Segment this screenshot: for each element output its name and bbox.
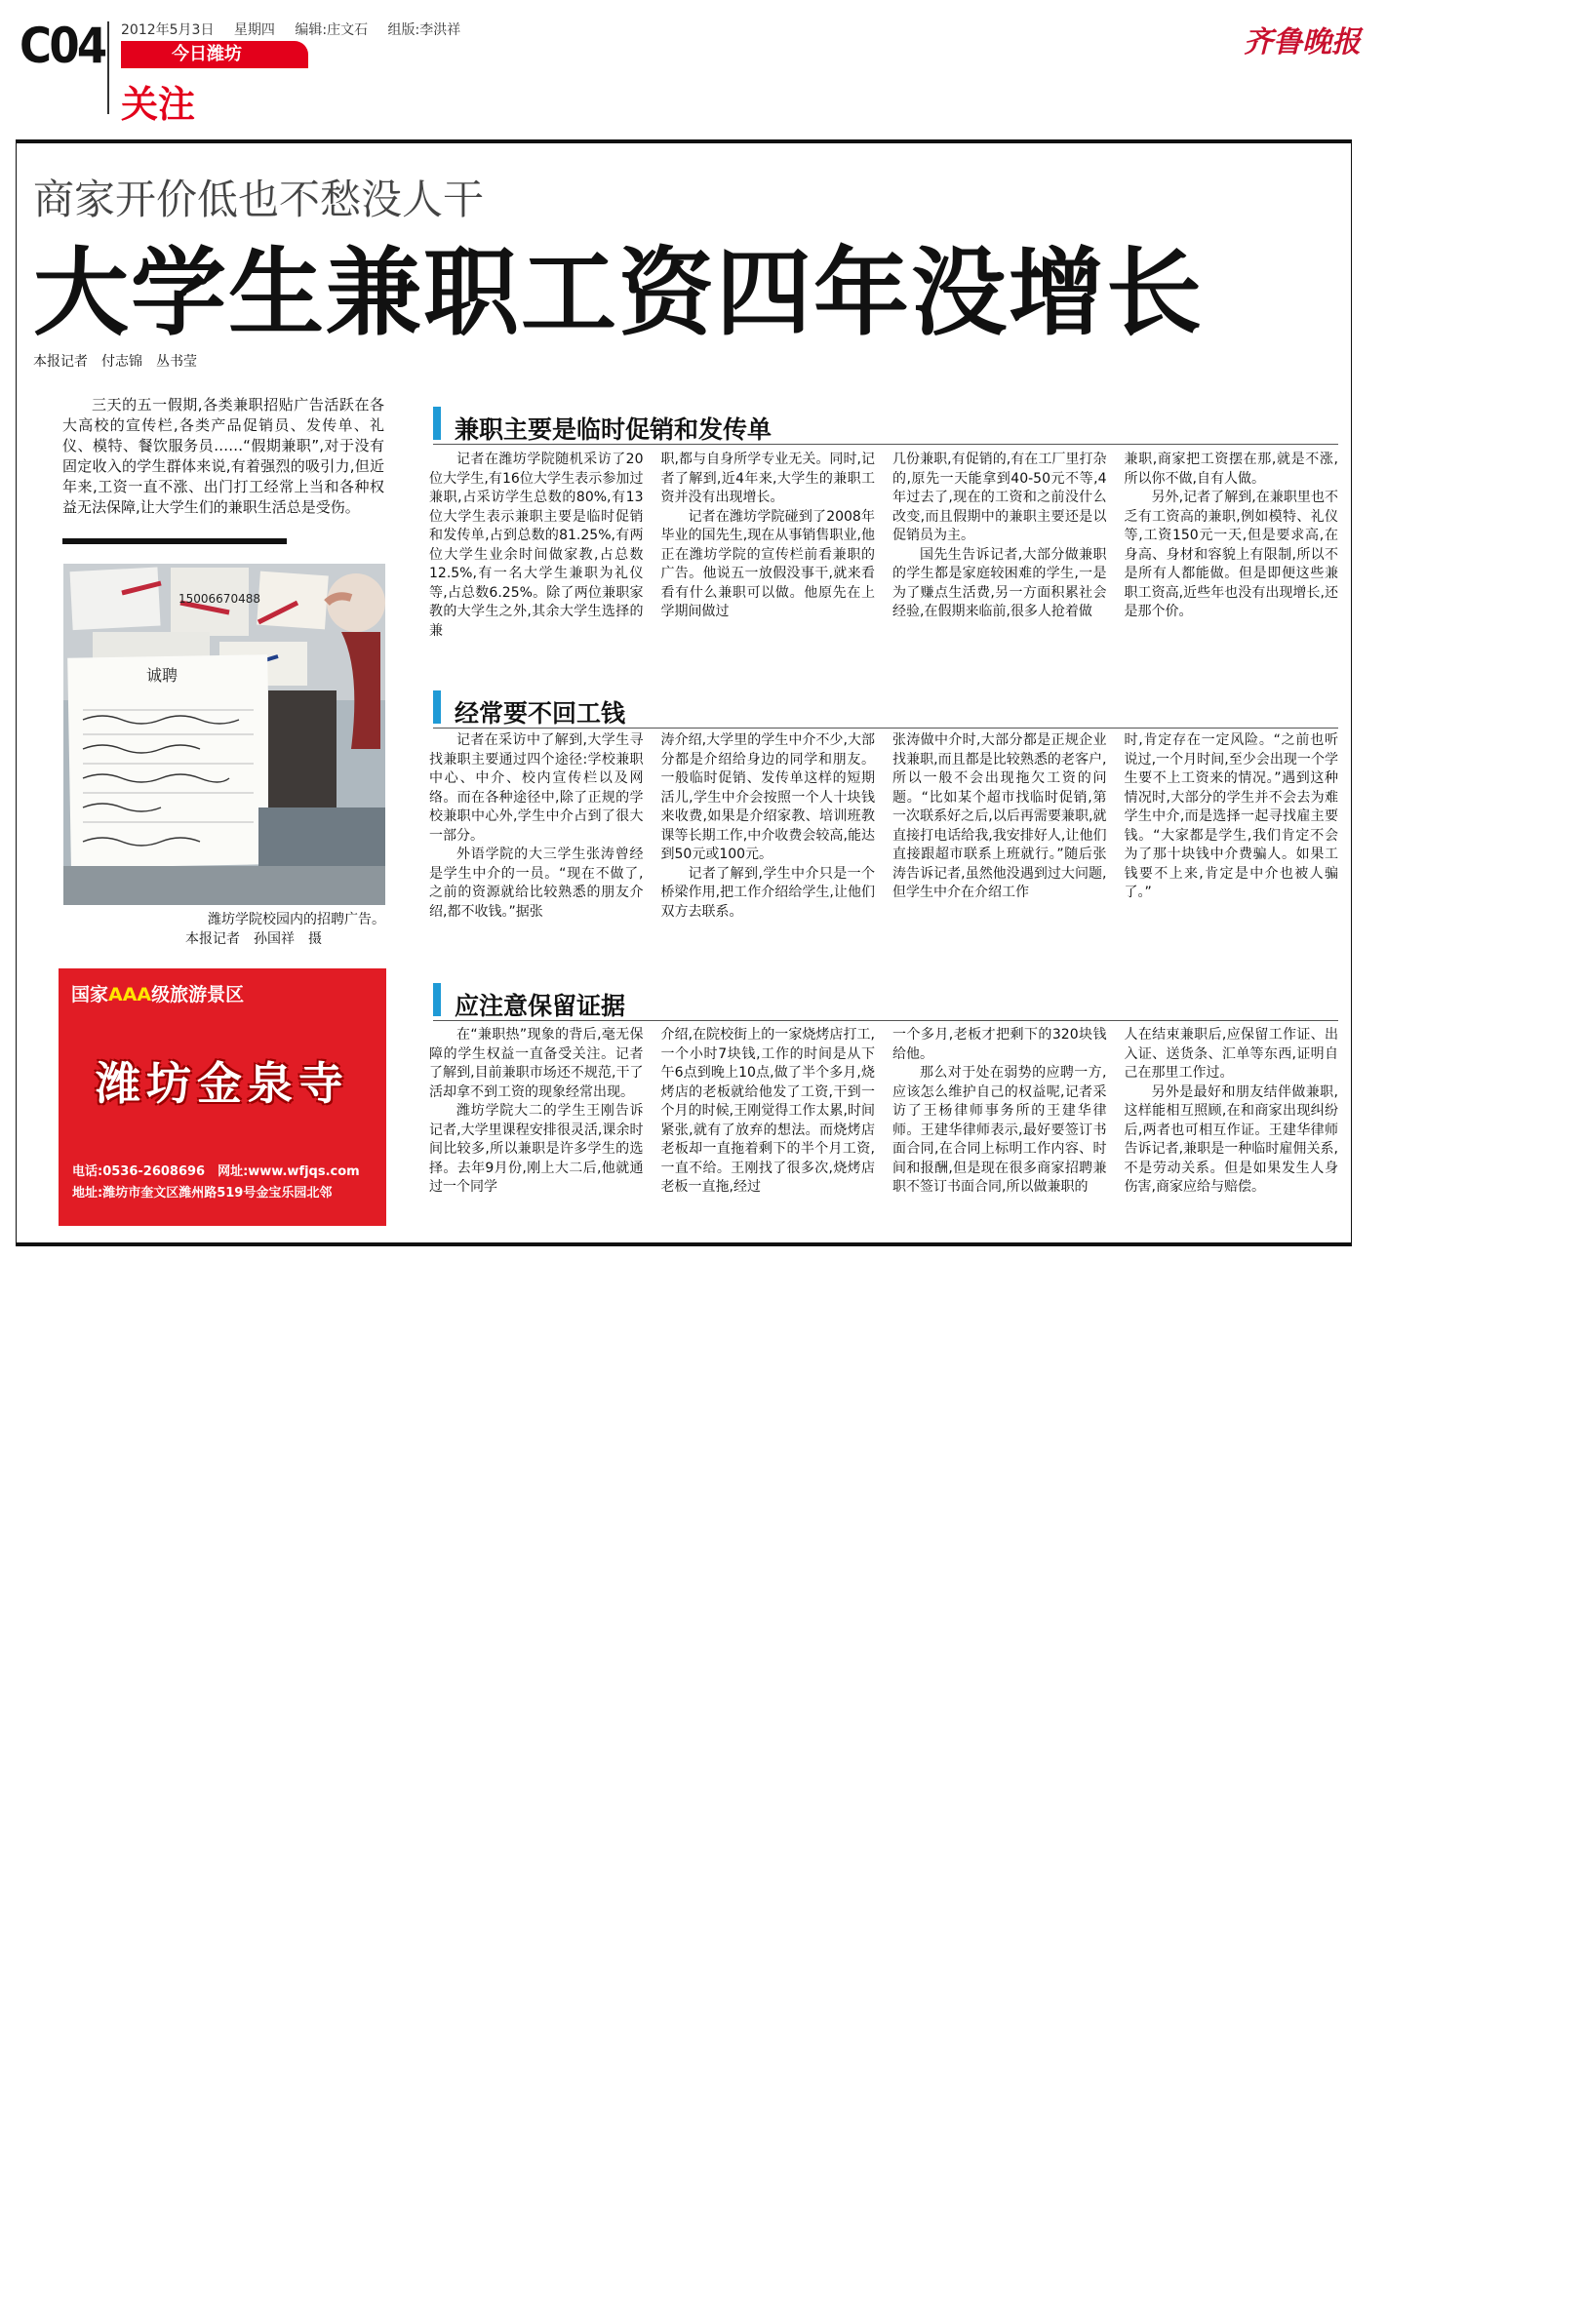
poster-title: 诚聘: [146, 666, 178, 685]
text-column: [429, 731, 644, 954]
lead-rule: [62, 538, 287, 544]
ad-address: 地址:潍坊市奎文区潍州路519号金宝乐园北邻: [72, 1186, 333, 1201]
text-column: [892, 1026, 1107, 1233]
text-column: [892, 731, 1107, 954]
section-name: 关注: [121, 83, 196, 126]
paragraph: 兼职,商家把工资摆在那,就是不涨,所以你不做,自有人做。: [1124, 452, 1338, 487]
text-column: [429, 451, 644, 673]
text-column: [661, 731, 876, 954]
article-lead: 三天的五一假期,各类兼职招贴广告活跃在各大高校的宣传栏,各类产品促销员、发传单、礼仪、模特、餐饮服务员……“假期兼职”,对于没有固定收入的学生群体来说,有着强烈的吸引力,但近年来,工资一直不涨、出门打工经常上当和各种权益无法保障,让大学生们的兼职生活总是受伤。: [62, 396, 384, 516]
text-column: [429, 1026, 644, 1233]
text-column: [892, 451, 1107, 673]
caption-line-2: 本报记者 孙国祥 摄: [185, 931, 322, 947]
page-meta: [121, 20, 476, 39]
paragraph: 几份兼职,有促销的,有在工厂里打杂的,原先一天能拿到40-50元不等,4年过去了,现在的工资和之前没什么改变,而且假期中的兼职主要还是以促销员为主。: [892, 452, 1107, 543]
ad-phone-website: 电话:0536-2608696 网址:www.wfjqs.com: [72, 1164, 360, 1179]
paragraph: 外语学院的大三学生张涛曾经是学生中介的一员。“现在不做了,之前的资源就给比较熟悉的朋友介绍,都不收钱。”据张: [429, 847, 644, 920]
photo-caption: [63, 910, 385, 949]
section-heading: 应注意保留证据: [455, 992, 626, 1020]
paragraph: 另外是最好和朋友结伴做兼职,这样能相互照顾,在和商家出现纠纷后,两者也可相互作证。王建华律师告诉记者,兼职是一种临时雇佣关系,不是劳动关系。但是如果发生人身伤害,商家应给与赔偿。: [1124, 1083, 1338, 1195]
paragraph: 职,都与自身所学专业无关。同时,记者了解到,近4年来,大学生的兼职工资并没有出现增长。: [660, 452, 875, 505]
section-heading: 经常要不回工钱: [455, 699, 626, 728]
article-headline: 大学生兼职工资四年没增长: [33, 238, 1205, 349]
paragraph: 一个多月,老板才把剩下的320块钱给他。: [892, 1027, 1107, 1062]
caption-line-1: 潍坊学院校园内的招聘广告。: [208, 912, 385, 927]
issue-weekday: 星期四: [233, 22, 275, 38]
section-3-body: [429, 1026, 1338, 1233]
ad-brand-name: 潍坊金泉寺: [96, 1057, 349, 1110]
photo-illustration: [63, 564, 385, 905]
section-marker: [433, 407, 441, 440]
article-subhead: 商家开价低也不愁没人干: [33, 176, 485, 223]
section-1-body: [429, 451, 1338, 673]
paragraph: 记者在潍坊学院随机采访了20位大学生,有16位大学生表示参加过兼职,占采访学生总数的80%,有13位大学生表示兼职主要是临时促销和发传单,占到总数的81.25%,有两位大学生业余时间做家教,占总数12.5%,有一名大学生兼职为礼仪等,占总数6.25%。除了两位兼职家教的大学生之外,其余大学生选择的兼: [429, 452, 644, 639]
ad-tagline: 国家AAA级旅游景区: [71, 984, 245, 1005]
advertisement: [59, 968, 386, 1226]
section-marker: [433, 690, 441, 724]
text-column: [661, 451, 876, 673]
page-number: C04: [20, 18, 105, 74]
paragraph: 记者了解到,学生中介只是一个桥梁作用,把工作介绍给学生,让他们双方去联系。: [660, 865, 875, 920]
editor-credit: 编辑:庄文石: [295, 22, 369, 38]
paragraph: 记者在采访中了解到,大学生寻找兼职主要通过四个途径:学校兼职中心、中介、校内宣传栏以及网络。而在各种途径中,除了正规的学校兼职中心外,学生中介占到了很大一部分。: [429, 732, 644, 844]
layout-credit: 组版:李洪祥: [387, 22, 461, 38]
issue-date: 2012年5月3日: [121, 22, 215, 38]
paragraph: 在“兼职热”现象的背后,毫无保障的学生权益一直备受关注。记者了解到,目前兼职市场还不规范,干了活却拿不到工资的现象经常出现。: [429, 1027, 644, 1100]
poster-phone: 15006670488: [178, 592, 260, 606]
paragraph: 张涛做中介时,大部分都是正规企业找兼职,而且都是比较熟悉的老客户,所以一般不会出现拖欠工资的问题。“比如某个超市找临时促销,第一次联系好之后,以后再需要兼职,就直接打电话给我,我安排好人,让他们直接跟超市联系上班就行。”随后张涛告诉记者,虽然他没遇到过大问题,但学生中介在介绍工作: [892, 732, 1107, 900]
paragraph: 潍坊学院大二的学生王刚告诉记者,大学里课程安排很灵活,课余时间比较多,所以兼职是许多学生的选择。去年9月份,刚上大二后,他就通过一个同学: [429, 1103, 644, 1195]
ad-contact: [72, 1162, 360, 1204]
paragraph: 记者在潍坊学院碰到了2008年毕业的国先生,现在从事销售职业,他正在潍坊学院的宣传栏前看兼职的广告。他说五一放假没事干,就来看看有什么兼职可以做。他原先在上学期间做过: [660, 508, 875, 619]
text-column: [661, 1026, 876, 1233]
paragraph: 人在结束兼职后,应保留工作证、出入证、送货条、汇单等东西,证明自己在那里工作过。: [1124, 1027, 1338, 1081]
section-tab: 今日潍坊: [121, 41, 308, 68]
header-divider: [107, 21, 109, 114]
text-column: [1125, 451, 1339, 673]
paragraph: 另外,记者了解到,在兼职里也不乏有工资高的兼职,例如模特、礼仪等,工资150元一天,但是要求高,在身高、身材和容貌上有限制,所以不是所有人都能做。但是即便这些兼职工资高,近些年也没有出现增长,还是那个价。: [1124, 490, 1338, 619]
article-byline: 本报记者 付志锦 丛书莹: [33, 354, 197, 370]
paragraph: 介绍,在院校街上的一家烧烤店打工,一个小时7块钱,工作的时间是从下午6点到晚上10点,做了半个多月,烧烤店的老板就给他发了工资,干到一个月的时候,王刚觉得工作太累,时间紧张,就有了放弃的想法。而烧烤店老板却一直拖着剩下的半个月工资,一直不给。王刚找了很多次,烧烤店老板一直拖,经过: [660, 1027, 875, 1195]
section-2-body: [429, 731, 1338, 954]
text-column: [1125, 1026, 1339, 1233]
paragraph: 涛介绍,大学里的学生中介不少,大部分都是介绍给身边的同学和朋友。一般临时促销、发传单这样的短期活儿,学生中介会按照一个人十块钱来收费,如果是介绍家教、培训班教课等长期工作,中介收费会较高,能达到50元或100元。: [660, 732, 875, 862]
newspaper-logo: 齐鲁晚报: [1244, 25, 1361, 59]
section-heading: 兼职主要是临时促销和发传单: [455, 415, 773, 444]
text-column: [1125, 731, 1339, 954]
article-photo: [63, 564, 385, 905]
paragraph: 国先生告诉记者,大部分做兼职的学生都是家庭较困难的学生,一是为了赚点生活费,另一方面积累社会经验,在假期来临前,很多人抢着做: [892, 546, 1107, 619]
paragraph: 时,肯定存在一定风险。“之前也听说过,一个月时间,至少会出现一个学生要不上工资来的情况。”遇到这种情况时,大部分的学生并不会去为难学生中介,而是选择一起寻找雇主要钱。“大家都是学生,我们肯定不会为了那十块钱中介费骗人。如果工钱要不上来,肯定是中介也被人骗了。”: [1124, 732, 1338, 900]
paragraph: 那么对于处在弱势的应聘一方,应该怎么维护自己的权益呢,记者采访了王杨律师事务所的王建华律师。王建华律师表示,最好要签订书面合同,在合同上标明工作内容、时间和报酬,但是现在很多商家招聘兼职不签订书面合同,所以做兼职的: [892, 1065, 1107, 1195]
section-marker: [433, 983, 441, 1016]
